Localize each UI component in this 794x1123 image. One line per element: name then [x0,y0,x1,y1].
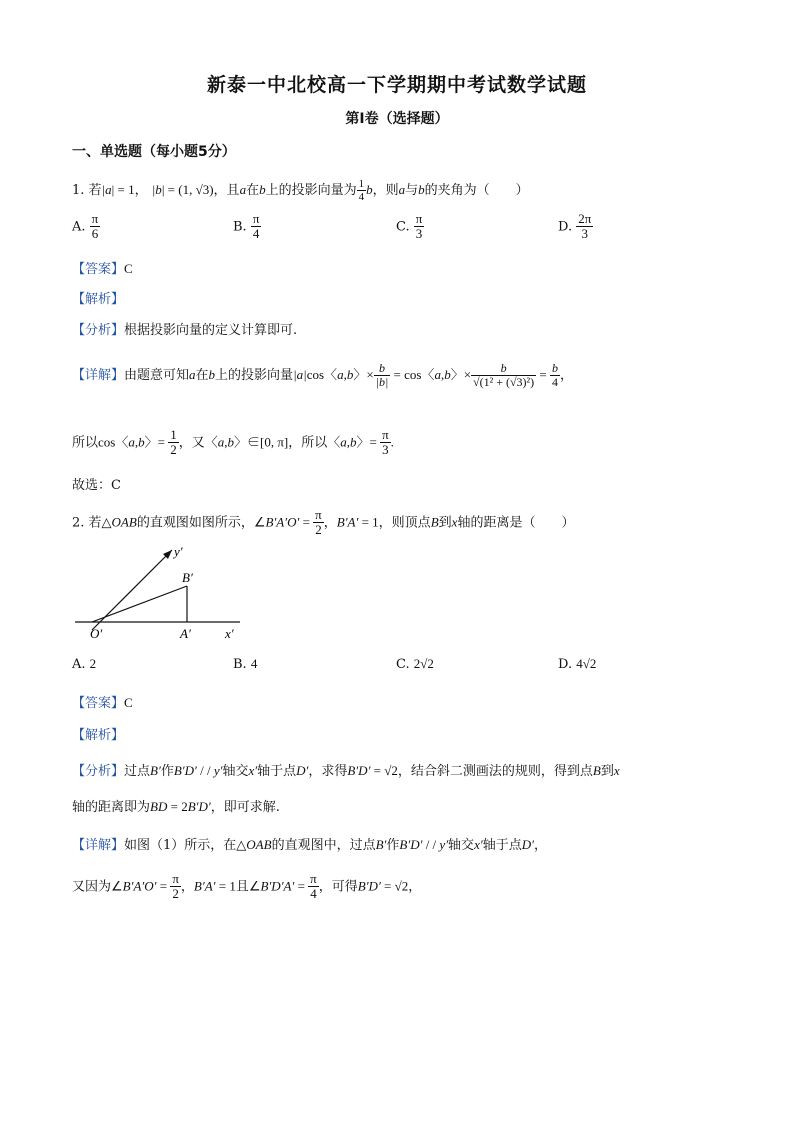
option-label: C. [396,219,410,235]
analysis-tag: 【解析】 [72,292,125,307]
label-b: B′ [182,570,193,585]
xiangjie-text: 在 [195,368,209,384]
fenxi-text: 轴交 [222,764,249,779]
q2-text: 到 [438,515,452,531]
q2-option-b[interactable] [233,656,257,672]
q2-text: ，则顶点 [378,515,431,531]
q1-text: 上的投影向量为 [265,183,357,199]
q2-option-a[interactable] [72,656,96,672]
xiangjie-text: 作 [386,838,400,853]
q2-fenxi: 【分析】过点B′作B′D′ / / y′轴交x′轴于点D′，求得B′D′ = √2，结合斜二测画法的规则，得到点B到x [72,763,620,779]
q1-choose: 故选：C [72,478,121,493]
q1-answer [72,258,133,277]
fenxi-text: ，即可求解. [210,800,280,815]
option-denominator: 4 [252,226,260,242]
fenxi-text: 到 [600,764,614,779]
option-numerator: 2π [578,211,592,226]
xiangjie-tag: 【详解】 [72,368,125,384]
option-denominator: 6 [91,226,99,242]
q2-last-line: 又因为∠B′A′O′ = $\frac{\pi}{2}$ ，B′A′ = 1且∠B′D′A′ = $\frac{\pi}{4}$ ，可得B′D′ = √2， [72,871,422,902]
option-value: 2√2 [413,656,434,671]
option-numerator: π [415,211,423,226]
option-value: 4 [250,656,258,671]
q2-text: 若△ [88,515,112,531]
q1-text: ， [134,183,148,199]
answer-value: C [124,261,133,276]
q2-text: 的直观图如图所示， [136,515,254,531]
option-denominator: 3 [415,226,423,242]
q2-xiangjie: 【详解】如图（1）所示，在△OAB的直观图中，过点B′作B′D′ / / y′轴交x′轴于点D′， [72,837,547,853]
q2-option-c[interactable] [396,656,434,672]
page-title: 新泰一中北校高一下学期期中考试数学试题 [206,74,587,96]
fenxi-text: 过点 [124,764,151,779]
q2-text: ， [323,515,337,531]
option-label: B. [233,657,247,672]
xiangjie-text: 如图（1）所示，在△ [124,838,247,853]
answer-value: C [124,695,133,710]
xiangjie-text: 由题意可知 [124,368,190,384]
fenxi-text: 轴于点 [257,764,297,779]
fenxi-text: 作 [160,764,174,779]
conclusion-text: ，所以 [288,435,328,451]
q1-fenxi [72,319,297,338]
xiangjie-tag: 【详解】 [72,838,125,853]
q1-option-b[interactable] [233,212,261,242]
fenxi-text: ，求得 [308,764,348,779]
label-o: O′ [90,626,103,641]
oblique-figure [70,540,250,645]
detail-text: ， [180,879,194,895]
label-y: y′ [174,544,183,559]
label-x: x′ [225,626,234,641]
option-numerator: π [91,211,99,226]
fenxi-text: 轴的距离即为 [72,800,151,815]
q2-answer [72,692,133,711]
option-label: B. [233,219,247,235]
q1-number: 1. [72,183,85,199]
answer-tag: 【答案】 [72,262,125,277]
detail-text: 且 [235,879,249,895]
answer-tag: 【答案】 [72,696,125,711]
q1-option-a[interactable] [72,212,100,242]
q2-stem: 2. 若△OAB的直观图如图所示，∠B′A′O′ = $\frac{\pi}{2}$ ，B′A′ = 1，则顶点B到x轴的距离是（ ） [72,507,575,538]
q1-xiangjie: 【详解】由题意可知a在b上的投影向量|a|cos〈a,b〉× $\frac{b}{|b|}$ = cos〈a,b〉× $\frac{b}{\text{√(1² + (√3)²)}}$ = $\frac{b}{4}$ ， [72,361,574,390]
xiangjie-text: 的直观图中，过点 [271,838,376,853]
option-numerator: π [252,211,260,226]
q1-text: 的夹角为（ ） [424,183,529,199]
detail-text: ，可得 [318,879,358,895]
q1-text: 若 [88,183,102,199]
label-a: A′ [180,626,191,641]
analysis-tag: 【解析】 [72,728,125,743]
q2-option-d[interactable] [558,656,596,672]
option-label: A. [72,657,86,672]
detail-text: ， [408,879,422,895]
option-denominator: 3 [581,226,589,242]
q1-text: ，则 [372,183,399,199]
q2-text: 轴的距离是（ ） [457,515,575,531]
option-label: A. [72,219,86,235]
conclusion-text: 所以 [72,435,99,451]
detail-text: 又因为 [72,879,112,895]
page-subtitle: 第I卷（选择题） [345,111,449,127]
option-label: D. [558,657,573,672]
fenxi-tag: 【分析】 [72,764,125,779]
q1-conclusion: 所以cos〈a,b〉= $\frac{1}{2}$ ，又〈a,b〉∈[0, π]，所以〈a,b〉= $\frac{\pi}{3}$ . [72,427,394,458]
segment-ob [92,586,187,622]
xiangjie-text: 上的投影向量 [215,368,294,384]
q1-text: 在 [246,183,260,199]
q2-number: 2. [72,515,85,531]
q1-stem: 1. 若|a| = 1， |b| = (1, √3)，且a在b上的投影向量为 $\frac{1}{4}$ b，则a与b的夹角为（ ） [72,178,529,204]
fenxi-text: 根据投影向量的定义计算即可. [124,323,298,338]
option-value: 4√2 [576,656,597,671]
xiangjie-text: 轴交 [448,838,475,853]
q1-option-c[interactable] [396,212,424,242]
q1-text: ，且 [213,183,240,199]
fenxi-tag: 【分析】 [72,323,125,338]
xiangjie-text: 轴于点 [482,838,522,853]
q1-option-d[interactable] [558,212,593,242]
conclusion-text: ，又 [178,435,205,451]
q1-text: 与 [405,183,419,199]
q1-analysis-tag [72,288,124,307]
section-heading: 一、单选题（每小题5分） [72,144,236,160]
option-value: 2 [89,656,97,671]
fenxi-text: ，结合斜二测画法的规则，得到点 [397,764,593,779]
option-label: D. [558,219,573,235]
option-label: C. [396,657,410,672]
q2-analysis-tag [72,724,124,743]
q2-fenxi-line2: 轴的距离即为BD = 2B′D′，即可求解. [72,799,280,815]
